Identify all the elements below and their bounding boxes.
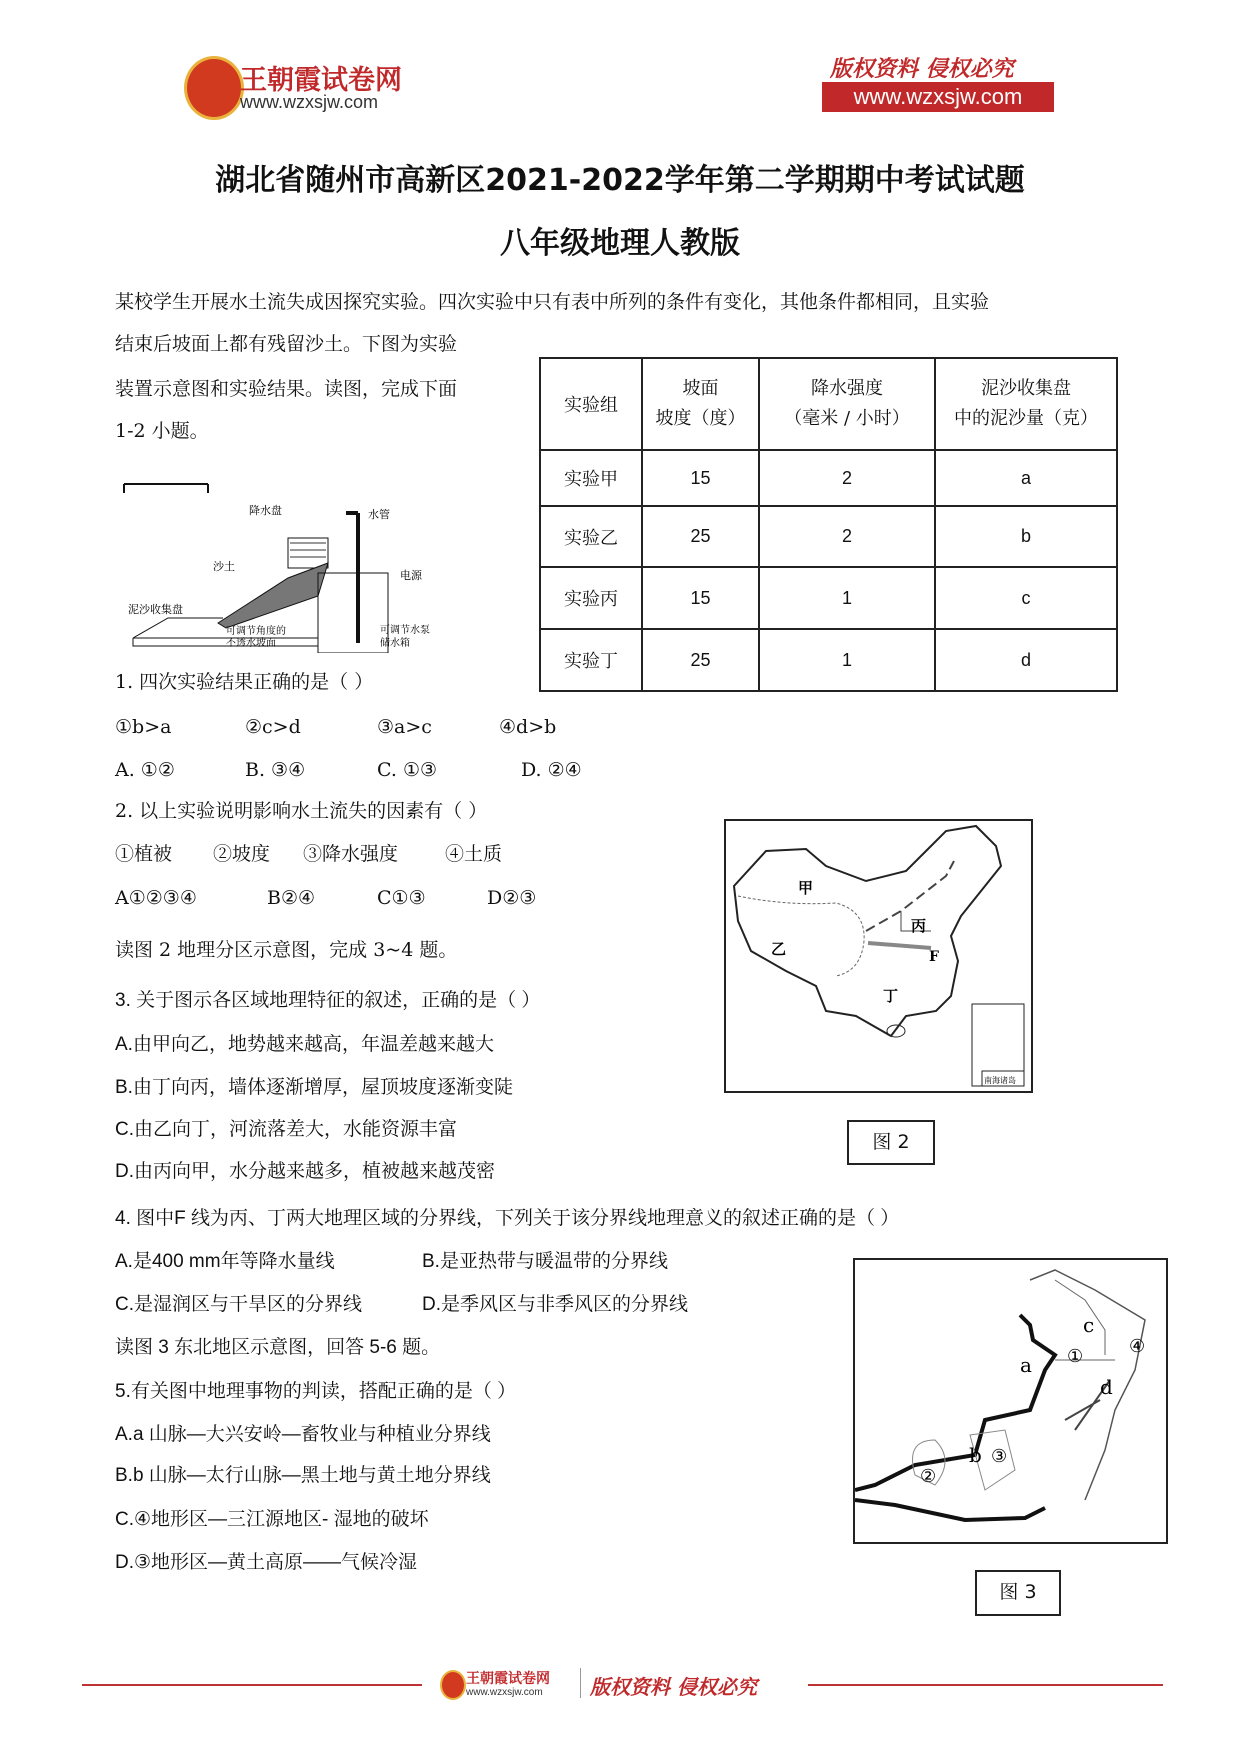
logo-badge-icon: [184, 56, 244, 120]
choice-c[interactable]: C.是湿润区与干旱区的分界线: [115, 1294, 363, 1315]
cell: 2: [759, 506, 935, 567]
figure-2-caption: 图 2: [847, 1120, 935, 1165]
svg-text:泥沙收集盘: 泥沙收集盘: [128, 603, 183, 616]
line-label-f: F: [929, 949, 939, 965]
figure-3-caption: 图 3: [975, 1570, 1061, 1616]
cell: a: [935, 450, 1117, 506]
choice-b[interactable]: B.b 山脉—太行山脉—黑土地与黄土地分界线: [115, 1465, 491, 1486]
label-c: c: [1083, 1313, 1095, 1337]
table-row: [540, 506, 1117, 567]
item: ①植被: [115, 843, 173, 865]
label-b: b: [969, 1443, 982, 1467]
table-row: [540, 567, 1117, 629]
cell: 15: [642, 567, 759, 629]
choice-d[interactable]: D.是季风区与非季风区的分界线: [422, 1294, 689, 1315]
question-1-stem: 1. 四次实验结果正确的是（ ）: [115, 671, 374, 693]
table-row: [540, 629, 1117, 691]
choice-a[interactable]: A. ①②: [115, 759, 175, 781]
choice-b[interactable]: B.由丁向丙，墙体逐渐增厚，屋顶坡度逐渐变陡: [115, 1077, 513, 1098]
question-2-items: [115, 842, 502, 866]
footer-divider: [82, 1684, 422, 1686]
label-a: a: [1020, 1353, 1032, 1377]
choice-c[interactable]: C.由乙向丁，河流落差大，水能资源丰富: [115, 1119, 458, 1140]
footer-divider: [808, 1684, 1163, 1686]
choice-d[interactable]: D②③: [487, 887, 537, 909]
experiment-apparatus-diagram: [118, 478, 438, 653]
choice-a[interactable]: A①②③④: [115, 887, 197, 909]
question-1-choices: [115, 758, 582, 782]
cell: 2: [759, 450, 935, 506]
choice-d[interactable]: D.③地形区—黄土高原——气候冷湿: [115, 1552, 418, 1573]
page-title: 湖北省随州市高新区2021-2022学年第二学期期中考试试题: [215, 163, 1025, 198]
question-5-stem: 5.有关图中地理事物的判读，搭配正确的是（ ）: [115, 1381, 517, 1402]
label-region-1: ①: [1067, 1346, 1084, 1367]
cell: 1: [759, 567, 935, 629]
china-outline: [726, 821, 1031, 1091]
label-region-3: ③: [991, 1446, 1008, 1467]
item: ②c>d: [245, 716, 301, 738]
cell: 实验丁: [540, 629, 642, 691]
choice-b[interactable]: B. ③④: [245, 759, 306, 781]
cell: 25: [642, 629, 759, 691]
svg-text:可调节角度的: 可调节角度的: [226, 626, 286, 637]
choice-c[interactable]: C. ①③: [377, 759, 438, 781]
item: ④d>b: [499, 716, 557, 738]
svg-text:降水盘: 降水盘: [249, 504, 282, 517]
choice-a[interactable]: A.由甲向乙，地势越来越高，年温差越来越大: [115, 1034, 494, 1055]
cell: 1: [759, 629, 935, 691]
read-figure-2-instruction: 读图 2 地理分区示意图，完成 3~4 题。: [115, 939, 458, 961]
experiment-table: [539, 357, 1118, 692]
footer-logo-icon: [440, 1670, 466, 1700]
item: ②坡度: [213, 843, 271, 865]
region-label-bing: 丙: [911, 917, 927, 935]
footer-separator: [580, 1668, 581, 1698]
region-label-yi: 乙: [771, 940, 787, 958]
region-label-jia: 甲: [798, 879, 814, 897]
item: ③a>c: [377, 716, 432, 738]
intro-line: 1-2 小题。: [115, 420, 209, 442]
question-1-items: [115, 715, 556, 739]
inset-label: 南海诸岛: [984, 1076, 1016, 1085]
choice-c[interactable]: C①③: [377, 887, 426, 909]
intro-line: 某校学生开展水土流失成因探究实验。四次实验中只有表中所列的条件有变化，其他条件都相同，且实验: [115, 291, 990, 313]
read-figure-3-instruction: 读图 3 东北地区示意图，回答 5-6 题。: [115, 1337, 441, 1358]
cell: 实验丙: [540, 567, 642, 629]
choice-c[interactable]: C.④地形区—三江源地区- 湿地的破坏: [115, 1509, 429, 1530]
label-region-2: ②: [920, 1466, 937, 1487]
china-regions-map: [724, 819, 1033, 1093]
item: ①b>a: [115, 716, 172, 738]
cell: 实验甲: [540, 450, 642, 506]
logo-name: 王朝霞试卷网: [240, 65, 402, 96]
northeast-outline: [855, 1260, 1166, 1542]
choice-a[interactable]: A.是400 mm年等降水量线: [115, 1251, 335, 1272]
question-2-choices: [115, 886, 536, 910]
question-2-stem: 2. 以上实验说明影响水土流失的因素有（ ）: [115, 800, 488, 822]
intro-line: 结束后坡面上都有残留沙土。下图为实验: [115, 333, 458, 355]
svg-text:沙土: 沙土: [213, 560, 235, 573]
cell: 实验乙: [540, 506, 642, 567]
copyright-url[interactable]: www.wzxsjw.com: [822, 82, 1054, 112]
page-subtitle: 八年级地理人教版: [500, 226, 740, 261]
svg-text:电源: 电源: [400, 569, 422, 582]
label-region-4: ④: [1129, 1336, 1146, 1357]
choice-b[interactable]: B.是亚热带与暖温带的分界线: [422, 1251, 668, 1272]
svg-text:水管: 水管: [368, 508, 390, 521]
table-row: [540, 450, 1117, 506]
header-cell: 实验组: [540, 358, 642, 450]
copyright-text: 版权资料 侵权必究: [830, 56, 1014, 82]
label-d: d: [1100, 1375, 1113, 1399]
header-cell: 坡面 坡度（度）: [642, 358, 759, 450]
svg-text:储水箱: 储水箱: [380, 638, 410, 649]
choice-b[interactable]: B②④: [267, 887, 316, 909]
footer-copyright: 版权资料 侵权必究: [590, 1675, 757, 1699]
choice-d[interactable]: D. ②④: [521, 759, 582, 781]
svg-text:不透水坡面: 不透水坡面: [226, 638, 276, 649]
cell: b: [935, 506, 1117, 567]
logo-url[interactable]: www.wzxsjw.com: [240, 92, 379, 112]
cell: 15: [642, 450, 759, 506]
item: ④土质: [445, 843, 503, 865]
northeast-china-map: [853, 1258, 1168, 1544]
cell: c: [935, 567, 1117, 629]
cell: d: [935, 629, 1117, 691]
footer-logo-url[interactable]: www.wzxsjw.com: [466, 1687, 543, 1698]
svg-text:可调节水泵: 可调节水泵: [380, 625, 430, 636]
header-cell: 泥沙收集盘 中的泥沙量（克）: [935, 358, 1117, 450]
cell: 25: [642, 506, 759, 567]
intro-line: 装置示意图和实验结果。读图，完成下面: [115, 378, 458, 400]
choice-a[interactable]: A.a 山脉—大兴安岭—畜牧业与种植业分界线: [115, 1424, 491, 1445]
region-label-ding: 丁: [883, 987, 899, 1005]
table-header-row: [540, 358, 1117, 450]
question-4-stem: 4. 图中F 线为丙、丁两大地理区域的分界线，下列关于该分界线地理意义的叙述正确的是（ ）: [115, 1208, 900, 1229]
header-cell: 降水强度 （毫米 / 小时）: [759, 358, 935, 450]
question-3-stem: 3. 关于图示各区域地理特征的叙述，正确的是（ ）: [115, 990, 541, 1011]
footer-logo-name: 王朝霞试卷网: [466, 1671, 550, 1687]
item: ③降水强度: [303, 843, 399, 865]
choice-d[interactable]: D.由丙向甲，水分越来越多，植被越来越茂密: [115, 1161, 496, 1182]
